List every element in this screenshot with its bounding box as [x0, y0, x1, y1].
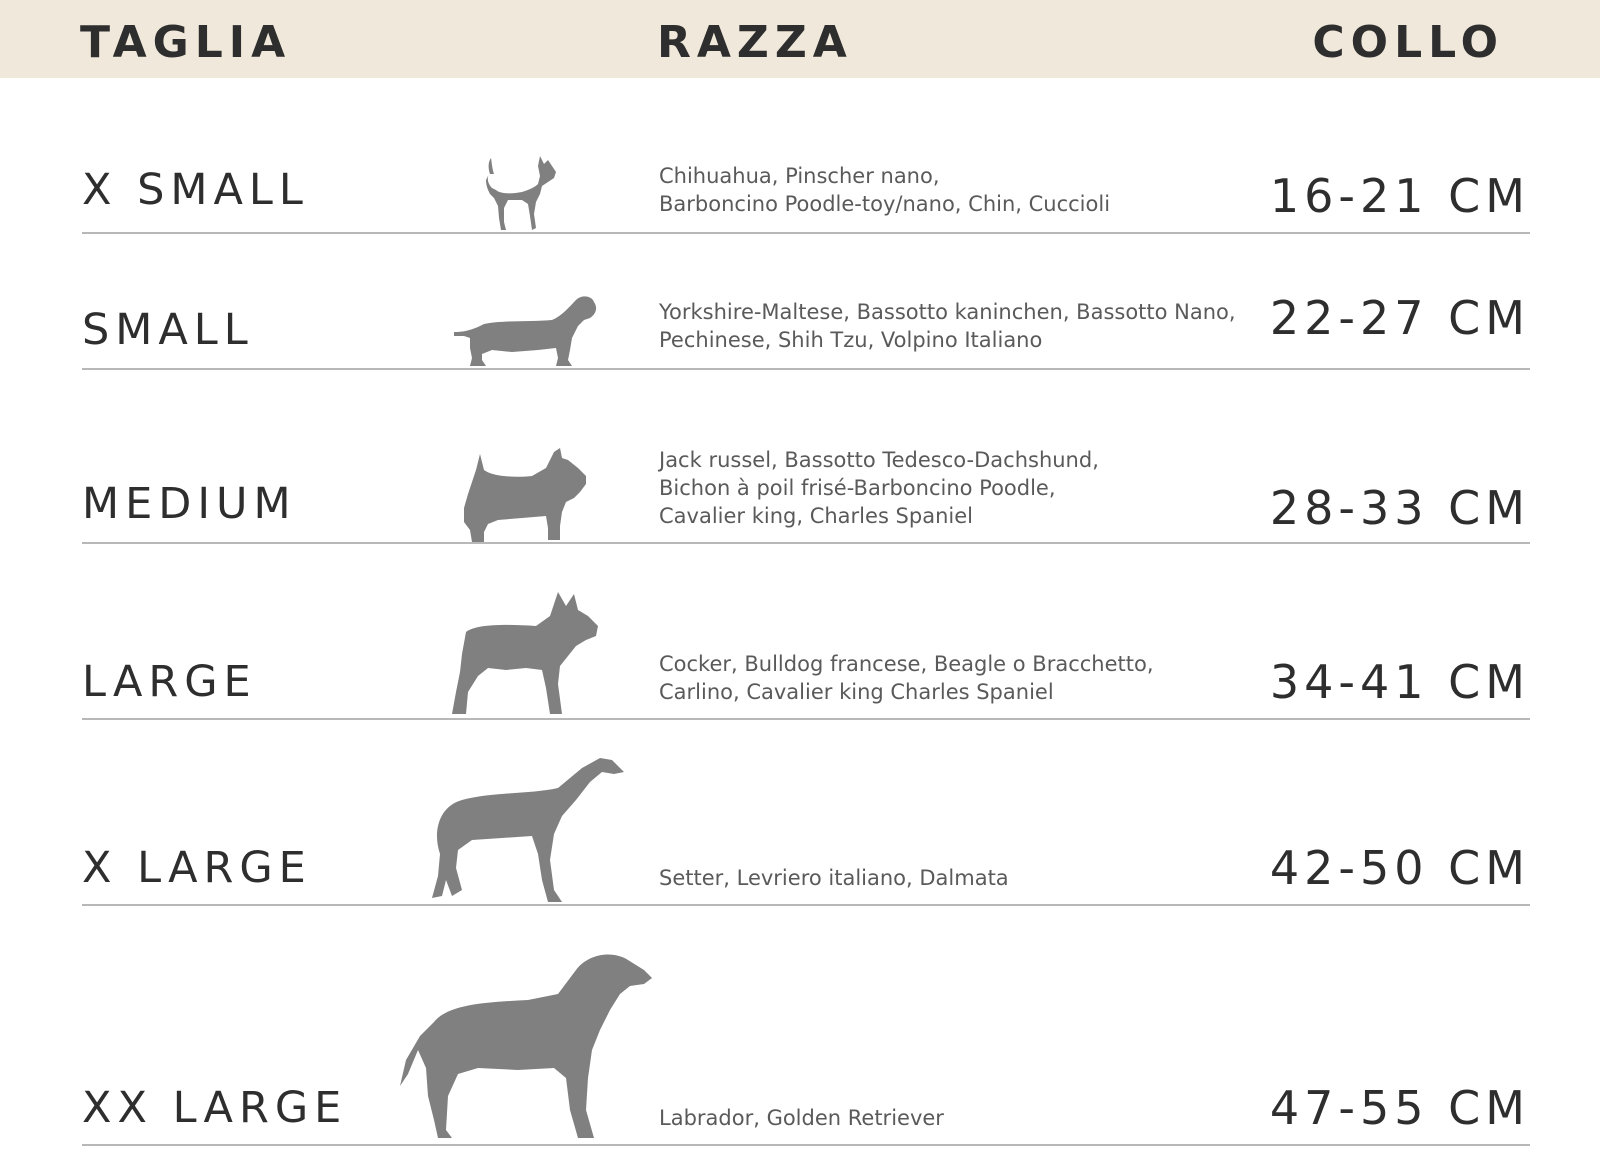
size-label: X SMALL — [82, 165, 309, 215]
breed-list: Jack russel, Bassotto Tedesco-Dachshund, Bichon à poil frisé-Barboncino Poodle, Cavalier king, Charles Spaniel — [659, 448, 1099, 528]
size-label: SMALL — [82, 305, 254, 355]
size-label: XX LARGE — [82, 1083, 348, 1133]
breed-list: Labrador, Golden Retriever — [659, 1106, 944, 1130]
neck-size-value: 42-50 CM — [1269, 841, 1530, 895]
size-row-x-small — [82, 120, 1530, 234]
size-label: LARGE — [82, 657, 257, 707]
row-divider — [82, 1144, 1530, 1146]
dachshund-silhouette-icon — [452, 294, 598, 368]
breed-list: Chihuahua, Pinscher nano, Barboncino Poodle-toy/nano, Chin, Cuccioli — [659, 164, 1111, 216]
column-header-breed: RAZZA — [657, 17, 853, 68]
neck-size-value: 22-27 CM — [1269, 291, 1530, 345]
column-header-neck: COLLO — [1312, 17, 1504, 68]
neck-size-value: 28-33 CM — [1269, 481, 1530, 535]
labrador-silhouette-icon — [398, 950, 652, 1144]
greyhound-silhouette-icon — [422, 750, 626, 906]
size-row-medium — [82, 370, 1530, 544]
bulldog-silhouette-icon — [446, 588, 602, 718]
scottish-terrier-silhouette-icon — [462, 446, 590, 544]
neck-size-value: 34-41 CM — [1269, 655, 1530, 709]
size-row-xx-large — [82, 906, 1530, 1146]
size-label: X LARGE — [82, 843, 312, 893]
chihuahua-silhouette-icon — [482, 154, 562, 232]
column-header-size: TAGLIA — [80, 17, 292, 68]
breed-list: Cocker, Bulldog francese, Beagle o Bracchetto, Carlino, Cavalier king Charles Spaniel — [659, 652, 1154, 704]
breed-list: Setter, Levriero italiano, Dalmata — [659, 866, 1009, 890]
table-header — [0, 0, 1600, 78]
size-row-large — [82, 544, 1530, 720]
size-row-x-large — [82, 720, 1530, 906]
neck-size-value: 16-21 CM — [1269, 169, 1530, 223]
neck-size-value: 47-55 CM — [1269, 1081, 1530, 1135]
breed-list: Yorkshire-Maltese, Bassotto kaninchen, Bassotto Nano, Pechinese, Shih Tzu, Volpino Italiano — [659, 300, 1236, 352]
size-row-small — [82, 234, 1530, 370]
size-label: MEDIUM — [82, 479, 297, 529]
